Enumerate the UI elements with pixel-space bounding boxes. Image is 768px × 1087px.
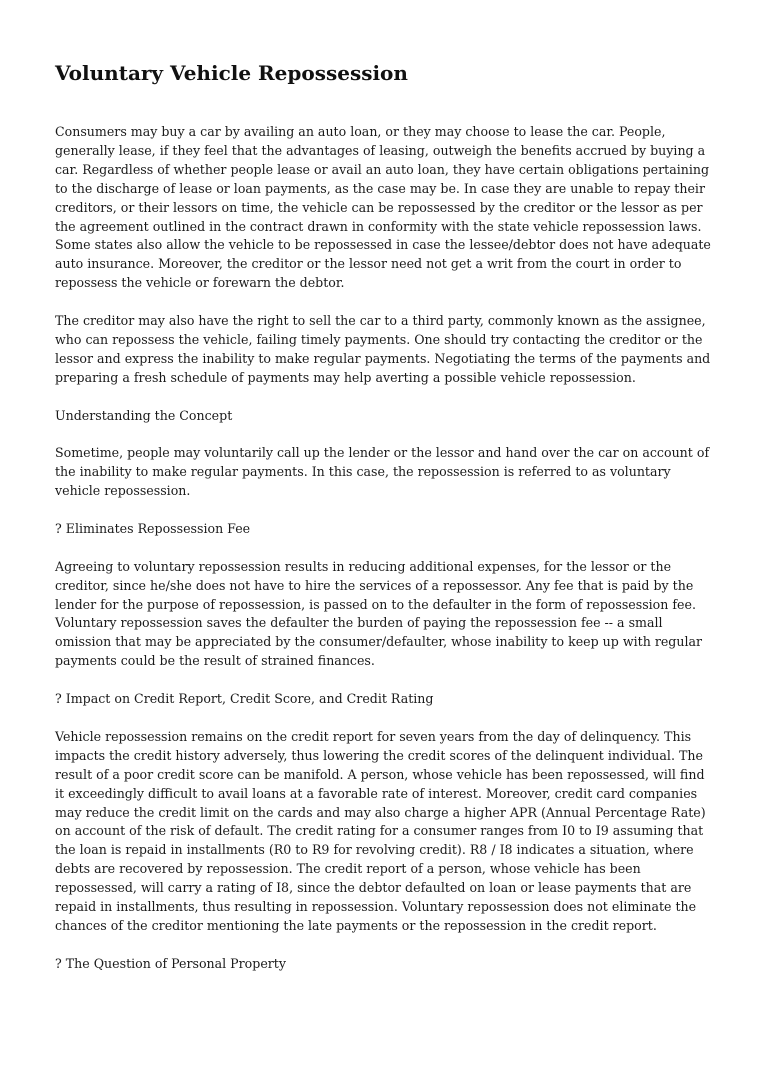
paragraph-fee: Agreeing to voluntary repossession results in reducing additional expenses, for the lessor or the creditor, since he/she does not have to hire the services of a repossessor. Any fee that is paid by the lender for the purpose of repossession, is passed on to the defaulter in the form of repossession fee. Voluntary repossession saves the defaulter the burden of paying the repossession fee -- a small omission that may be appreciated by the consumer/defaulter, whose inability to keep up with regular payments could be the result of strained finances. bbox=[55, 558, 703, 669]
paragraph-assignee: The creditor may also have the right to sell the car to a third party, commonly known as the assignee, who can repossess the vehicle, failing timely payments. One should try contacting the creditor or the lessor and express the inability to make regular payments. Negotiating the terms of the payments and preparing a fresh schedule of payments may help averting a possible vehicle repossession. bbox=[55, 313, 711, 385]
section-heading-property: ? The Question of Personal Property bbox=[55, 955, 286, 971]
paragraph-concept: Sometime, people may voluntarily call up the lender or the lessor and hand over the car on account of the inability to make regular payments. In this case, the repossession is referred to as voluntary vehicle repossession. bbox=[55, 445, 710, 499]
paragraph-credit: Vehicle repossession remains on the credit report for seven years from the day of delinquency. This impacts the credit history adversely, thus lowering the credit scores of the delinquent individual. The result of a poor credit score can be manifold. A person, whose vehicle has been repossessed, will find it exceedingly difficult to avail loans at a favorable rate of interest. Moreover, credit card companies may reduce the credit limit on the cards and may also charge a higher APR (Annual Percentage Rate) on account of the risk of default. The credit rating for a consumer ranges from I0 to I9 assuming that the loan is repaid in installments (R0 to R9 for revolving credit). R8 / I8 indicates a situation, where debts are recovered by repossession. The credit report of a person, whose vehicle has been repossessed, will carry a rating of I8, since the debtor defaulted on loan or lease payments that are repaid in installments, thus resulting in repossession. Voluntary repossession does not eliminate the chances of the creditor mentioning the late payments or the repossession in the credit report. bbox=[55, 728, 706, 933]
document-page bbox=[55, 58, 717, 993]
document-title: Voluntary Vehicle Repossession bbox=[55, 61, 408, 85]
section-heading-credit: ? Impact on Credit Report, Credit Score, and Credit Rating bbox=[55, 691, 434, 707]
section-heading-fee: ? Eliminates Repossession Fee bbox=[55, 520, 251, 536]
section-heading-concept: Understanding the Concept bbox=[55, 407, 233, 423]
document-body bbox=[55, 123, 717, 974]
paragraph-intro: Consumers may buy a car by availing an auto loan, or they may choose to lease the car. People, generally lease, if they feel that the advantages of leasing, outweigh the benefits accrued by buying a car. Regardless of whether people lease or avail an auto loan, they have certain obligations pertaining to the discharge of lease or loan payments, as the case may be. In case they are unable to repay their creditors, or their lessors on time, the vehicle can be repossessed by the creditor or the lessor as per the agreement outlined in the contract drawn in conformity with the state vehicle repossession laws. Some states also allow the vehicle to be repossessed in case the lessee/debtor does not have adequate auto insurance. Moreover, the creditor or the lessor need not get a writ from the court in order to repossess the vehicle or forewarn the debtor. bbox=[55, 124, 711, 291]
